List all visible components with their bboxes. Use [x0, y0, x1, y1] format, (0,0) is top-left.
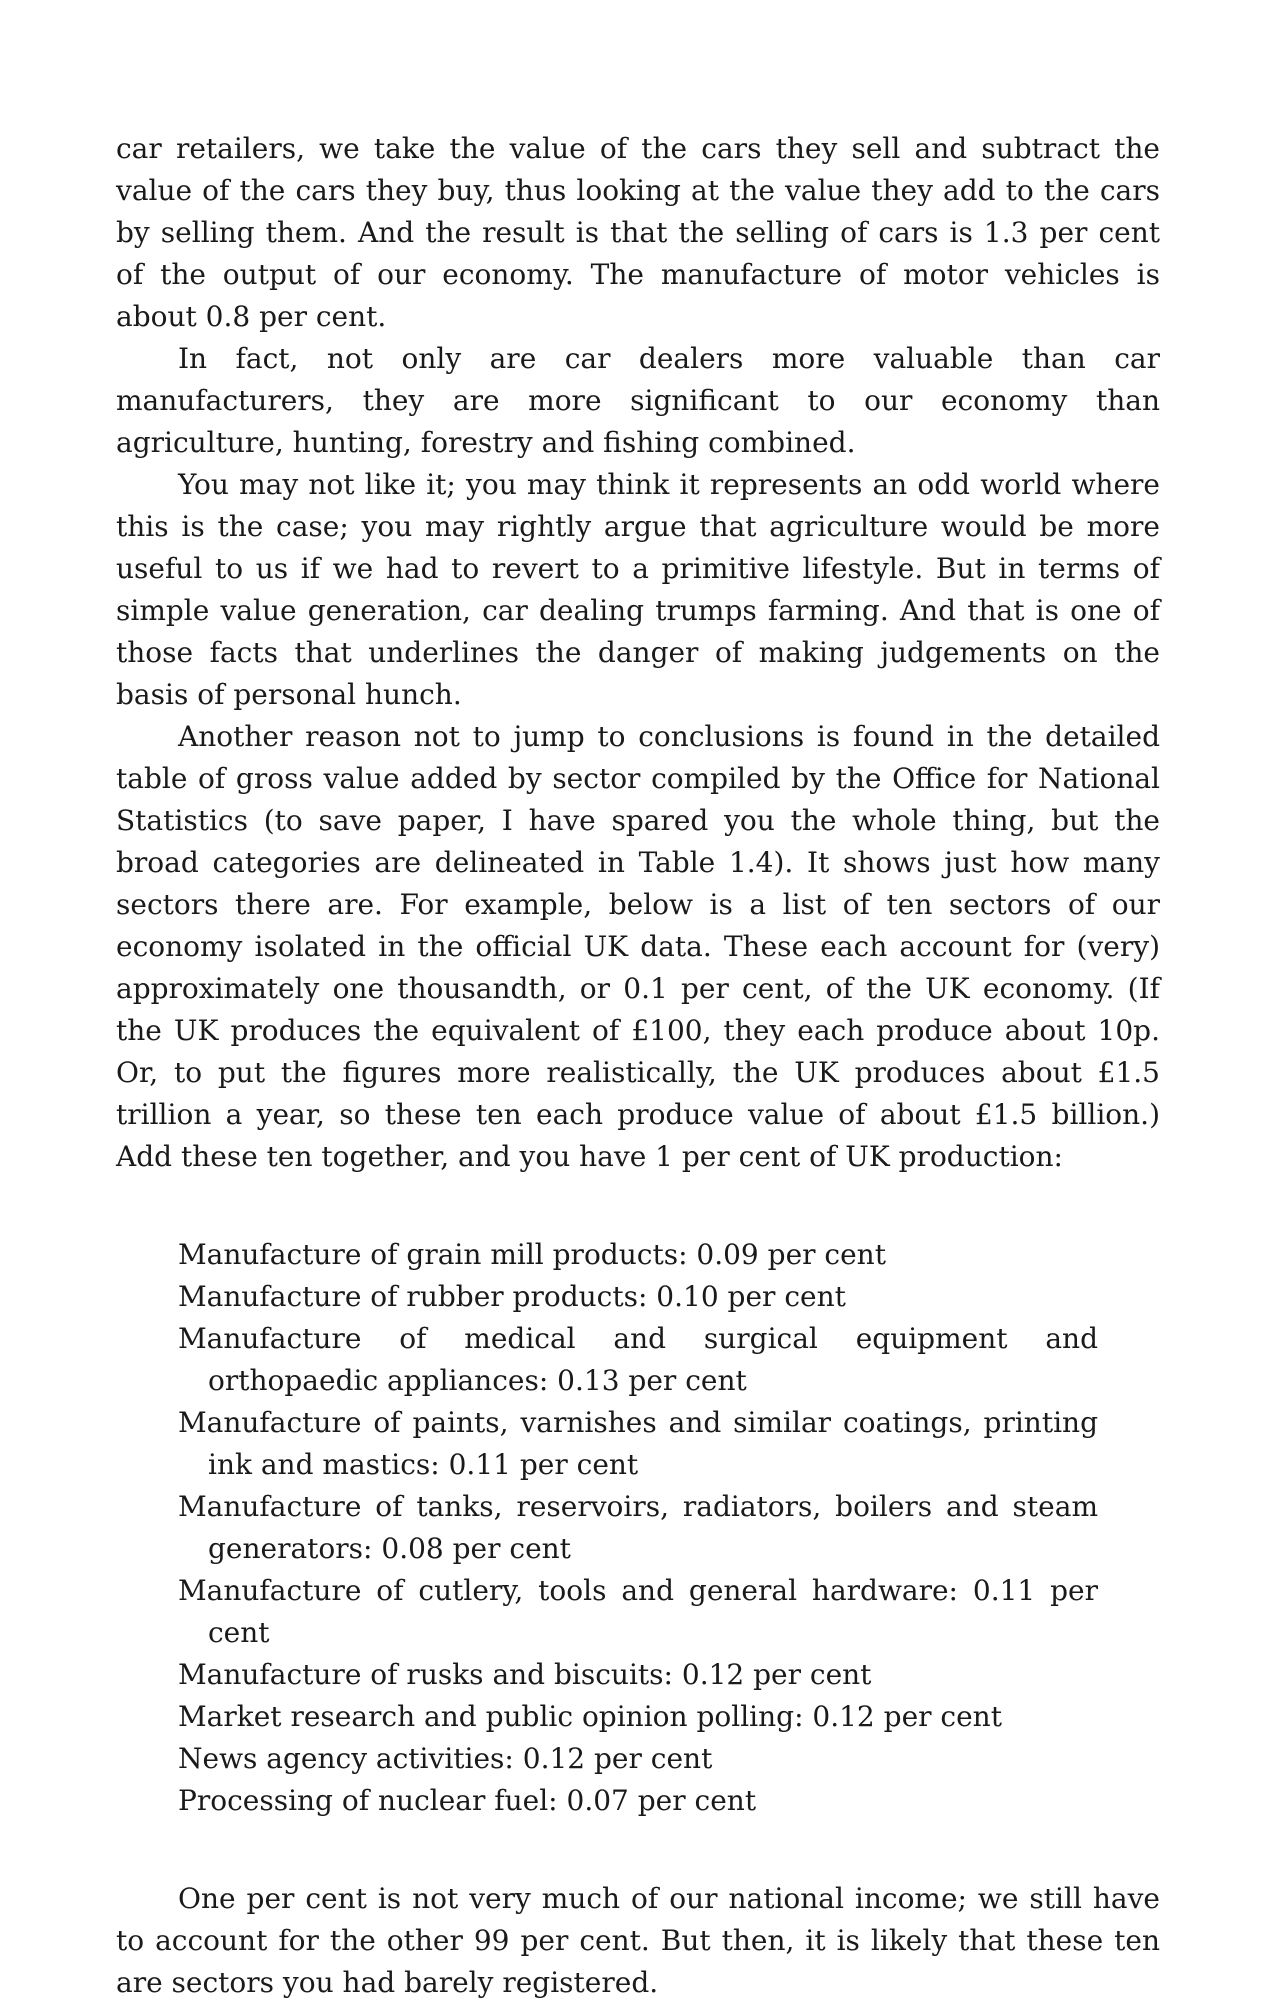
list-item: Manufacture of medical and surgical equipment and orthopaedic appliances: 0.13 per cent: [178, 1322, 1098, 1397]
list-item: Manufacture of grain mill products: 0.09 per cent: [178, 1238, 886, 1271]
list-item: Manufacture of rubber products: 0.10 per cent: [178, 1280, 846, 1313]
body-paragraph: car retailers, we take the value of the cars they sell and subtract the value of the cars they buy, thus looking at the value they add to the cars by selling them. And the result is that the selling of cars is 1.3 per cent of the output of our economy. The manufacture of motor vehicles is about 0.8 per cent.: [116, 132, 1160, 333]
list-item: Manufacture of paints, varnishes and similar coatings, printing ink and mastics: 0.11 per cent: [178, 1406, 1098, 1481]
list-item: News agency activities: 0.12 per cent: [178, 1742, 713, 1775]
list-item: Manufacture of rusks and biscuits: 0.12 per cent: [178, 1658, 872, 1691]
list-item: Processing of nuclear fuel: 0.07 per cent: [178, 1784, 757, 1817]
list-item: Market research and public opinion polling: 0.12 per cent: [178, 1700, 1002, 1733]
body-paragraph: You may not like it; you may think it represents an odd world where this is the case; you may rightly argue that agriculture would be more useful to us if we had to revert to a primitive lifestyle. But in terms of simple value generation, car dealing trumps farming. And that is one of those facts that underlines the danger of making judgements on the basis of personal hunch.: [116, 468, 1160, 711]
body-paragraph: In fact, not only are car dealers more valuable than car manufacturers, they are more significant to our economy than agriculture, hunting, forestry and fishing combined.: [116, 342, 1160, 459]
sector-list: [178, 1234, 1098, 1822]
body-paragraph: One per cent is not very much of our national income; we still have to account for the other 99 per cent. But then, it is likely that these ten are sectors you had barely registered.: [116, 1882, 1160, 1999]
list-item: Manufacture of cutlery, tools and general hardware: 0.11 per cent: [178, 1574, 1098, 1649]
book-page: [116, 128, 1160, 2004]
body-paragraph: Another reason not to jump to conclusions is found in the detailed table of gross value added by sector compiled by the Office for National Statistics (to save paper, I have spared you the whole thing, but the broad categories are delineated in Table 1.4). It shows just how many sectors there are. For example, below is a list of ten sectors of our economy isolated in the official UK data. These each account for (very) approximately one thousandth, or 0.1 per cent, of the UK economy. (If the UK produces the equivalent of £100, they each produce about 10p. Or, to put the figures more realistically, the UK produces about £1.5 trillion a year, so these ten each produce value of about £1.5 billion.) Add these ten together, and you have 1 per cent of UK production:: [116, 720, 1160, 1173]
list-item: Manufacture of tanks, reservoirs, radiators, boilers and steam generators: 0.08 per cent: [178, 1490, 1098, 1565]
